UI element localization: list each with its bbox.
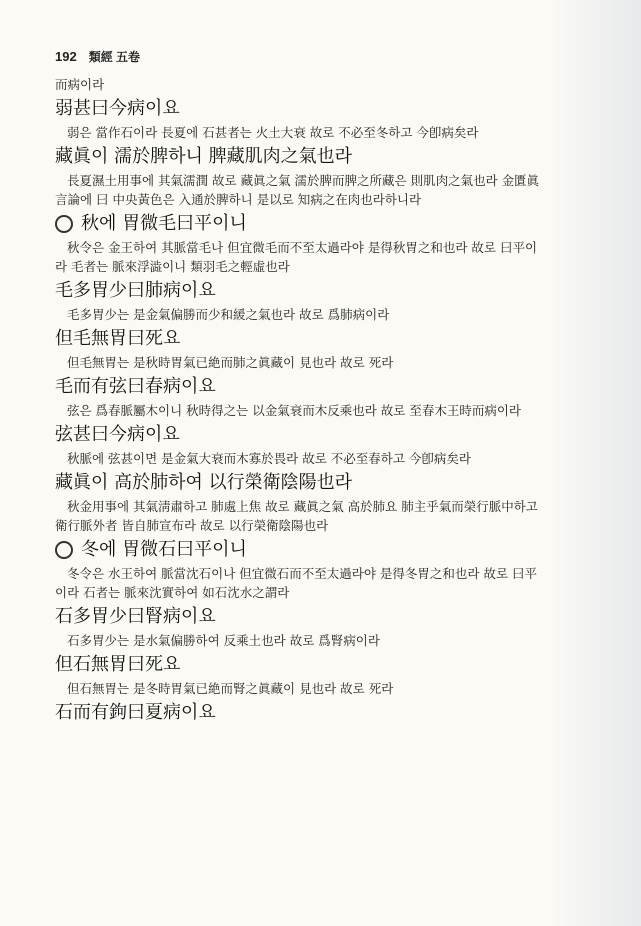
body-line: 而病이라 <box>55 77 105 92</box>
section-heading: 石多胃少曰腎病이요 <box>55 606 216 627</box>
section-heading: 毛多胃少曰肺病이요 <box>55 280 216 301</box>
section-heading: 弱甚曰今病이요 <box>55 98 180 119</box>
body-block-0 <box>55 76 617 94</box>
section-line: 弱은 當作石이라 長夏에 石甚者는 火土大衰 故로 不必至冬하고 今卽病矣라 <box>67 125 479 140</box>
section-line: 冬令은 水王하여 脈當沈石이나 但宜微石而不至太過라야 是得冬胃之和也라 故로 曰平 <box>67 566 538 581</box>
circle-marker-icon <box>55 541 73 559</box>
section-line: 長夏濕土用事에 其氣濡潤 故로 藏眞之氣 濡於脾而脾之所藏은 則肌肉之氣也라 金匱眞 <box>67 173 540 188</box>
section-5 <box>55 328 617 372</box>
section-heading <box>55 213 617 235</box>
section-line: 但石無胃는 是冬時胃氣已絶而腎之眞藏이 見也라 故로 死라 <box>67 681 394 696</box>
section-11 <box>55 654 617 698</box>
running-head: 類經 五卷 <box>88 50 141 64</box>
section-6 <box>55 376 617 420</box>
section-line: 毛多胃少는 是金氣偏勝而少和緩之氣也라 故로 爲肺病이라 <box>67 307 390 322</box>
section-line: 石多胃少는 是水氣偏勝하여 反乘土也라 故로 爲腎病이라 <box>67 633 380 648</box>
circle-marker-icon <box>55 215 73 233</box>
section-7 <box>55 424 617 468</box>
page-header <box>55 48 617 65</box>
section-line: 言論에 曰 中央黃色은 入通於脾하니 是以로 知病之在肉也라하니라 <box>55 192 422 207</box>
section-line: 이라 石者는 脈來沈實하여 如石沈水之謂라 <box>55 585 290 600</box>
section-line: 衛行脈外者 皆自肺宣布라 故로 以行榮衛陰陽也라 <box>55 518 329 533</box>
section-heading-text: 秋에 胃微毛曰平이니 <box>81 213 247 234</box>
section-heading: 藏眞이 高於肺하여 以行榮衛陰陽也라 <box>55 472 352 493</box>
section-3 <box>55 213 617 276</box>
section-line: 弦은 爲春脈屬木이니 秋時得之는 以金氣衰而木反乘也라 故로 至春木王時而病이라 <box>67 403 521 418</box>
section-line: 秋金用事에 其氣淸肅하고 肺處上焦 故로 藏眞之氣 高於肺요 肺主乎氣而榮行脈中하고 <box>67 499 538 514</box>
section-line: 라 毛者는 脈來浮澁이니 類羽毛之輕虛也라 <box>55 259 290 274</box>
section-1 <box>55 98 617 142</box>
section-4 <box>55 280 617 324</box>
section-line: 秋脈에 弦甚이면 是金氣大衰而木寡於畏라 故로 不必至春하고 今卽病矣라 <box>67 451 471 466</box>
page-number: 192 <box>55 49 77 64</box>
section-12 <box>55 702 617 724</box>
section-heading: 石而有鉤曰夏病이요 <box>55 702 216 723</box>
section-2 <box>55 146 617 209</box>
section-heading: 但毛無胃曰死요 <box>55 328 181 349</box>
section-heading-text: 冬에 胃微石曰平이니 <box>81 539 247 560</box>
section-line: 但毛無胃는 是秋時胃氣已絶而肺之眞藏이 見也라 故로 死라 <box>67 355 394 370</box>
section-10 <box>55 606 617 650</box>
section-heading <box>55 539 617 561</box>
section-9 <box>55 539 617 602</box>
section-line: 秋令은 金王하여 其脈當毛나 但宜微毛而不至太過라야 是得秋胃之和也라 故로 曰平이 <box>67 240 538 255</box>
section-heading: 弦甚曰今病이요 <box>55 424 180 445</box>
section-heading: 藏眞이 濡於脾하니 脾藏肌肉之氣也라 <box>55 146 352 167</box>
section-heading: 但石無胃曰死요 <box>55 654 181 675</box>
show-through-shadow <box>549 0 641 926</box>
section-8 <box>55 472 617 535</box>
section-heading: 毛而有弦曰春病이요 <box>55 376 216 397</box>
